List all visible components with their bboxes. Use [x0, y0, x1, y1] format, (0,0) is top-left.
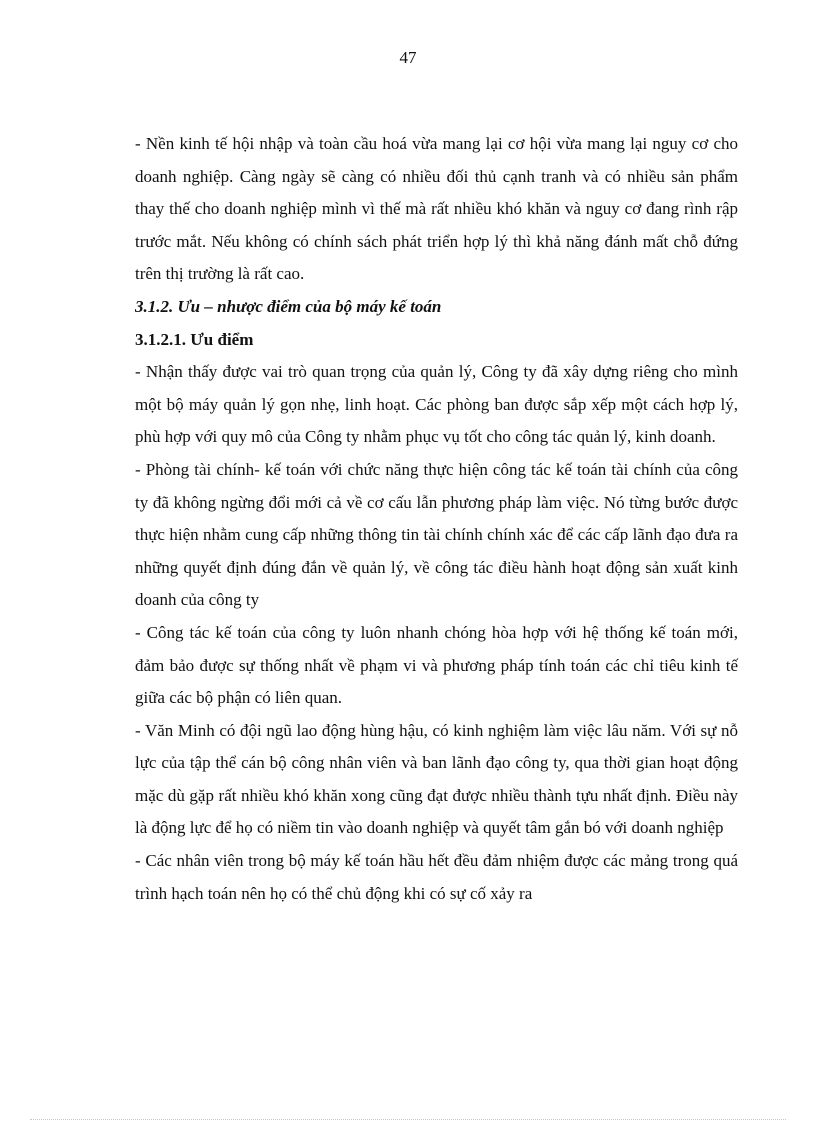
page-bottom-divider — [30, 1119, 786, 1120]
paragraph-integration-risks: - Nền kinh tế hội nhập và toàn cầu hoá vừa mang lại cơ hội vừa mang lại nguy cơ cho doanh nghiệp. Càng ngày sẽ càng có nhiều đối thủ cạnh tranh và có nhiều sản phẩm thay thế cho doanh nghiệp mình vì thế mà rất nhiều khó khăn và nguy cơ đang rình rập trước mắt. Nếu không có chính sách phát triển hợp lý thì khả năng đánh mất chỗ đứng trên thị trường là rất cao. — [135, 134, 738, 284]
page-number: 47 — [399, 48, 417, 67]
paragraph-management-structure: - Nhận thấy được vai trò quan trọng của quản lý, Công ty đã xây dựng riêng cho mình một bộ máy quản lý gọn nhẹ, linh hoạt. Các phòng ban được sắp xếp một cách hợp lý, phù hợp với quy mô của Công ty nhằm phục vụ tốt cho công tác quản lý, kinh doanh. — [135, 362, 738, 447]
paragraph-workforce: - Văn Minh có đội ngũ lao động hùng hậu, có kinh nghiệm làm việc lâu năm. Với sự nỗ lực của tập thể cán bộ công nhân viên và ban lãnh đạo công ty, qua thời gian hoạt động mặc dù gặp rất nhiều khó khăn xong cũng đạt được nhiều thành tựu nhất định. Điều này là động lực để họ có niềm tin vào doanh nghiệp và quyết tâm gắn bó với doanh nghiệp — [135, 720, 738, 838]
section-heading-pros-cons: 3.1.2. Ưu – nhược điểm của bộ máy kế toán — [135, 296, 442, 316]
document-body — [135, 128, 738, 910]
paragraph-finance-department: - Phòng tài chính- kế toán với chức năng thực hiện công tác kế toán tài chính của công ty đã không ngừng đổi mới cả về cơ cấu lẫn phương pháp làm việc. Nó từng bước được thực hiện nhằm cung cấp những thông tin tài chính chính xác để các cấp lãnh đạo đưa ra những quyết định đúng đắn về quản lý, về công tác điều hành hoạt động sản xuất kinh doanh của công ty — [135, 459, 738, 610]
paragraph-accounting-system: - Công tác kế toán của công ty luôn nhanh chóng hòa hợp với hệ thống kế toán mới, đảm bảo được sự thống nhất về phạm vi và phương pháp tính toán các chỉ tiêu kinh tế giữa các bộ phận có liên quan. — [135, 622, 738, 708]
subsection-heading-advantages: 3.1.2.1. Ưu điểm — [135, 329, 254, 349]
paragraph-accounting-staff: - Các nhân viên trong bộ máy kế toán hầu hết đều đảm nhiệm được các mảng trong quá trình hạch toán nên họ có thể chủ động khi có sự cố xảy ra — [135, 851, 738, 903]
